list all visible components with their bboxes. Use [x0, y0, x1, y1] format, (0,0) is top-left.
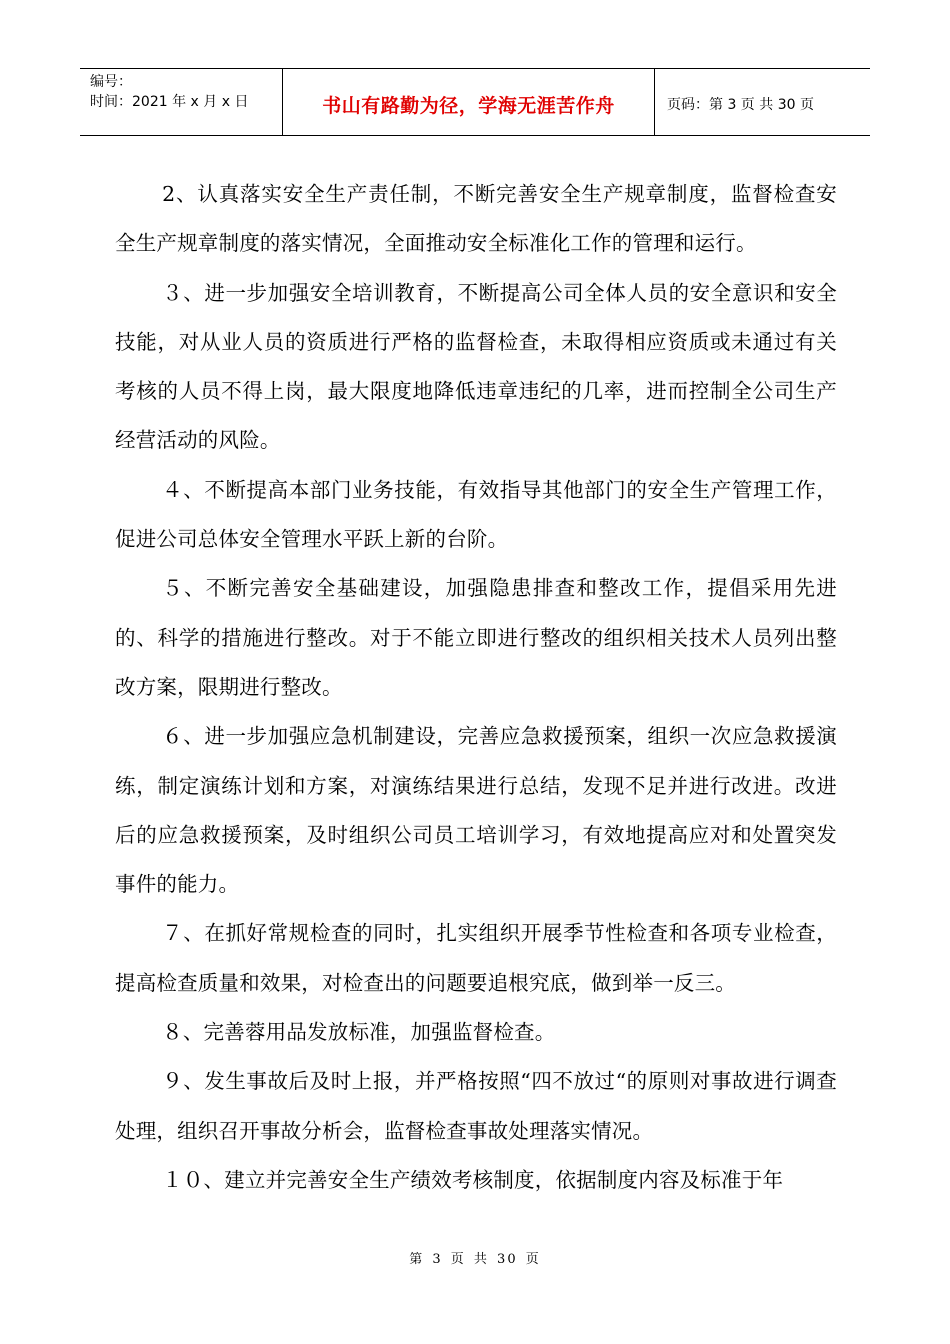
paragraph-item-6: ６、进一步加强应急机制建设，完善应急救援预案，组织一次应急救援演练，制定演练计划和方案，对演练结果进行总结，发现不足并进行改进。改进后的应急救援预案，及时组织公司员工培训学习，有效地提高应对和处置突发事件的能力。	[115, 724, 837, 897]
paragraph-item-4: ４、不断提高本部门业务技能，有效指导其他部门的安全生产管理工作，促进公司总体安全管理水平跃上新的台阶。	[115, 477, 837, 552]
paragraph-item-7: ７、在抓好常规检查的同时，扎实组织开展季节性检查和各项专业检查，提高检查质量和效果，对检查出的问题要追根究底，做到举一反三。	[115, 921, 837, 995]
document-date: 时间：2021 年 x 月 x 日	[90, 94, 249, 110]
paragraph-item-3: ３、进一步加强安全培训教育，不断提高公司全体人员的安全意识和安全技能，对从业人员的资质进行严格的监督检查，未取得相应资质或未通过有关考核的人员不得上岗，最大限度地降低违章违纪的几率，进而控制全公司生产经营活动的风险。	[115, 280, 837, 453]
document-body	[115, 170, 837, 1205]
paragraph-item-5: ５、不断完善安全基础建设，加强隐患排查和整改工作，提倡采用先进的、科学的措施进行整改。对于不能立即进行整改的组织相关技术人员列出整改方案，限期进行整改。	[115, 576, 837, 699]
paragraph-item-8: ８、完善蓉用品发放标准，加强监督检查。	[162, 1020, 556, 1045]
paragraph-item-2: 2、认真落实安全生产责任制，不断完善安全生产规章制度，监督检查安全生产规章制度的落实情况，全面推动安全标准化工作的管理和运行。	[115, 182, 837, 256]
paragraph-item-9: ９、发生事故后及时上报，并严格按照“四不放过“的原则对事故进行调查处理，组织召开事故分析会，监督检查事故处理落实情况。	[115, 1069, 837, 1143]
header-page-cell	[655, 69, 870, 135]
page-footer: 第 3 页 共 30 页	[409, 1252, 541, 1267]
header-page-info: 页码：第 3 页 共 30 页	[667, 96, 814, 113]
header-motto: 书山有路勤为径，学海无涯苦作舟	[322, 94, 615, 117]
paragraph-item-10: １０、建立并完善安全生产绩效考核制度，依据制度内容及标准于年	[162, 1167, 784, 1192]
header-motto-cell	[283, 69, 655, 135]
document-number-label: 编号：	[90, 74, 132, 90]
header-meta-cell	[80, 69, 283, 135]
document-header	[80, 68, 870, 136]
